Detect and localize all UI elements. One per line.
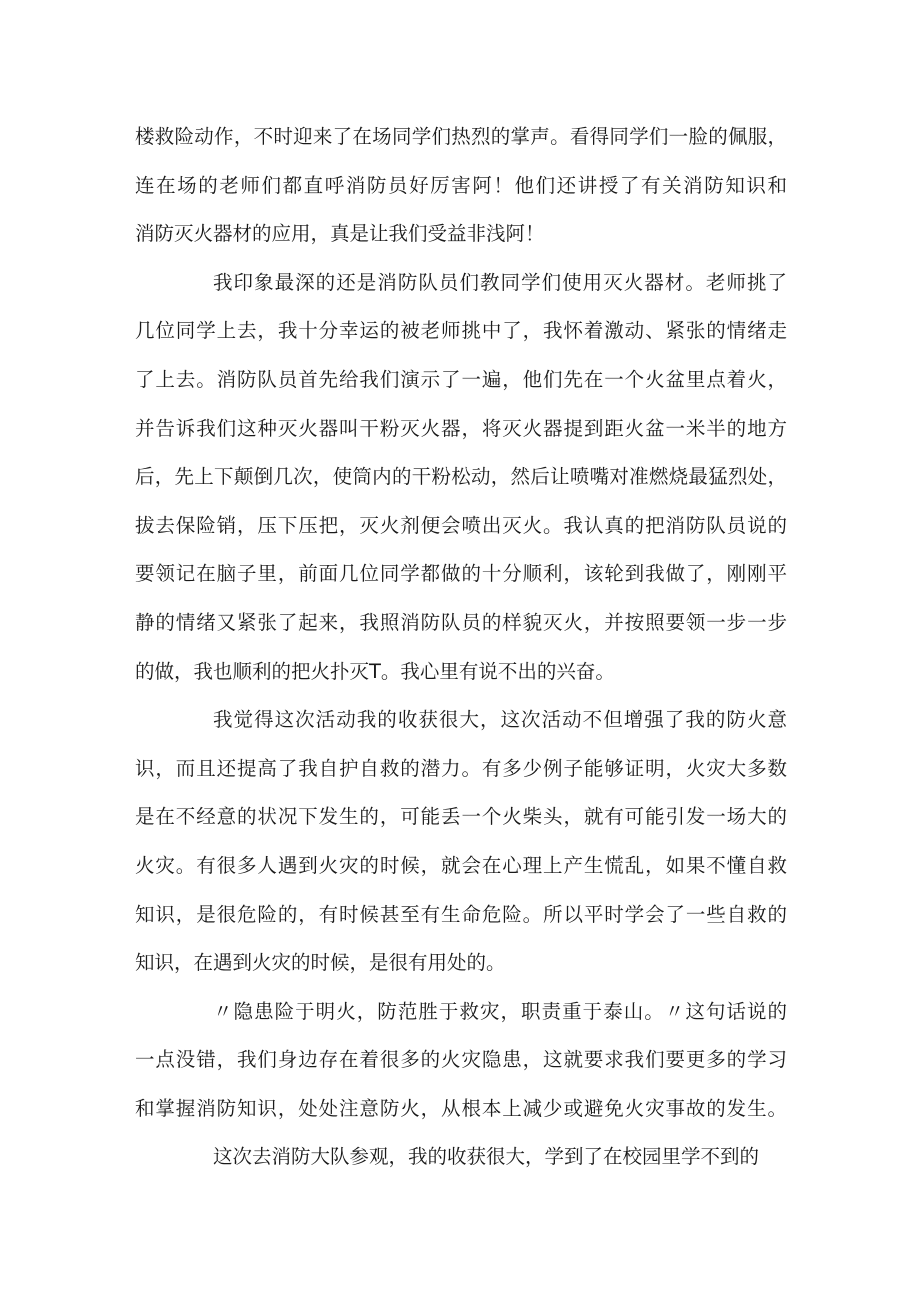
text-line: 后，先上下颠倒几次，使筒内的干粉松动，然后让喷嘴对准燃烧最猛烈处， — [135, 465, 787, 489]
text-line: 我印象最深的还是消防队员们教同学们使用灭火器材。老师挑了 — [213, 270, 787, 294]
text-line: 是在不经意的状况下发生的，可能丢一个火柴头，就有可能引发一场大的 — [135, 805, 787, 829]
text-line: 并告诉我们这种灭火器叫干粉灭火器，将灭火器提到距火盆一米半的地方 — [135, 416, 787, 440]
paragraph — [135, 1133, 787, 1182]
text-line: 连在场的老师们都直呼消防员好厉害阿！他们还讲授了有关消防知识和 — [135, 173, 787, 197]
text-line: 静的情绪又紧张了起来，我照消防队员的样貌灭火，并按照要领一步一步 — [135, 610, 787, 634]
text-line: 的做，我也顺利的把火扑灭T。我心里有说不出的兴奋。 — [135, 659, 615, 683]
text-line: 楼救险动作，不时迎来了在场同学们热烈的掌声。看得同学们一脸的佩服， — [135, 125, 787, 148]
text-line: 我觉得这次活动我的收获很大，这次活动不但增强了我的防火意 — [213, 708, 787, 732]
paragraph — [135, 696, 787, 988]
paragraph — [135, 988, 787, 1134]
text-line: 知识，在遇到火灾的时候，是很有用处的。 — [135, 951, 506, 975]
text-line: 知识，是很危险的，有时候甚至有生命危险。所以平时学会了一些自救的 — [135, 902, 787, 926]
text-line: 〃隐患险于明火，防范胜于救灾，职责重于泰山。〃这句话说的 — [213, 999, 787, 1023]
text-line: 和掌握消防知识，处处注意防火，从根本上减少或避免火灾事故的发生。 — [135, 1096, 787, 1120]
body-text — [135, 113, 787, 1182]
paragraph — [135, 259, 787, 696]
text-line: 消防灭火器材的应用，真是让我们受益非浅阿！ — [135, 222, 545, 246]
text-line: 一点没错，我们身边存在着很多的火灾隐患，这就要求我们要更多的学习 — [135, 1048, 787, 1072]
paragraph — [135, 113, 787, 259]
text-line: 火灾。有很多人遇到火灾的时候，就会在心理上产生慌乱，如果不懂自救 — [135, 853, 787, 877]
text-line: 这次去消防大队参观，我的收获很大，学到了在校园里学不到的 — [213, 1145, 760, 1169]
text-line: 了上去。消防队员首先给我们演示了一遍，他们先在一个火盆里点着火， — [135, 367, 787, 391]
text-line: 几位同学上去，我十分幸运的被老师挑中了，我怀着激动、紧张的情绪走 — [135, 319, 787, 343]
text-line: 识，而且还提高了我自护自救的潜力。有多少例子能够证明，火灾大多数 — [135, 756, 787, 780]
text-line: 拔去保险销，压下压把，灭火剂便会喷出灭火。我认真的把消防队员说的 — [135, 513, 787, 537]
text-line: 要领记在脑子里，前面几位同学都做的十分顺利，该轮到我做了，刚刚平 — [135, 562, 787, 586]
